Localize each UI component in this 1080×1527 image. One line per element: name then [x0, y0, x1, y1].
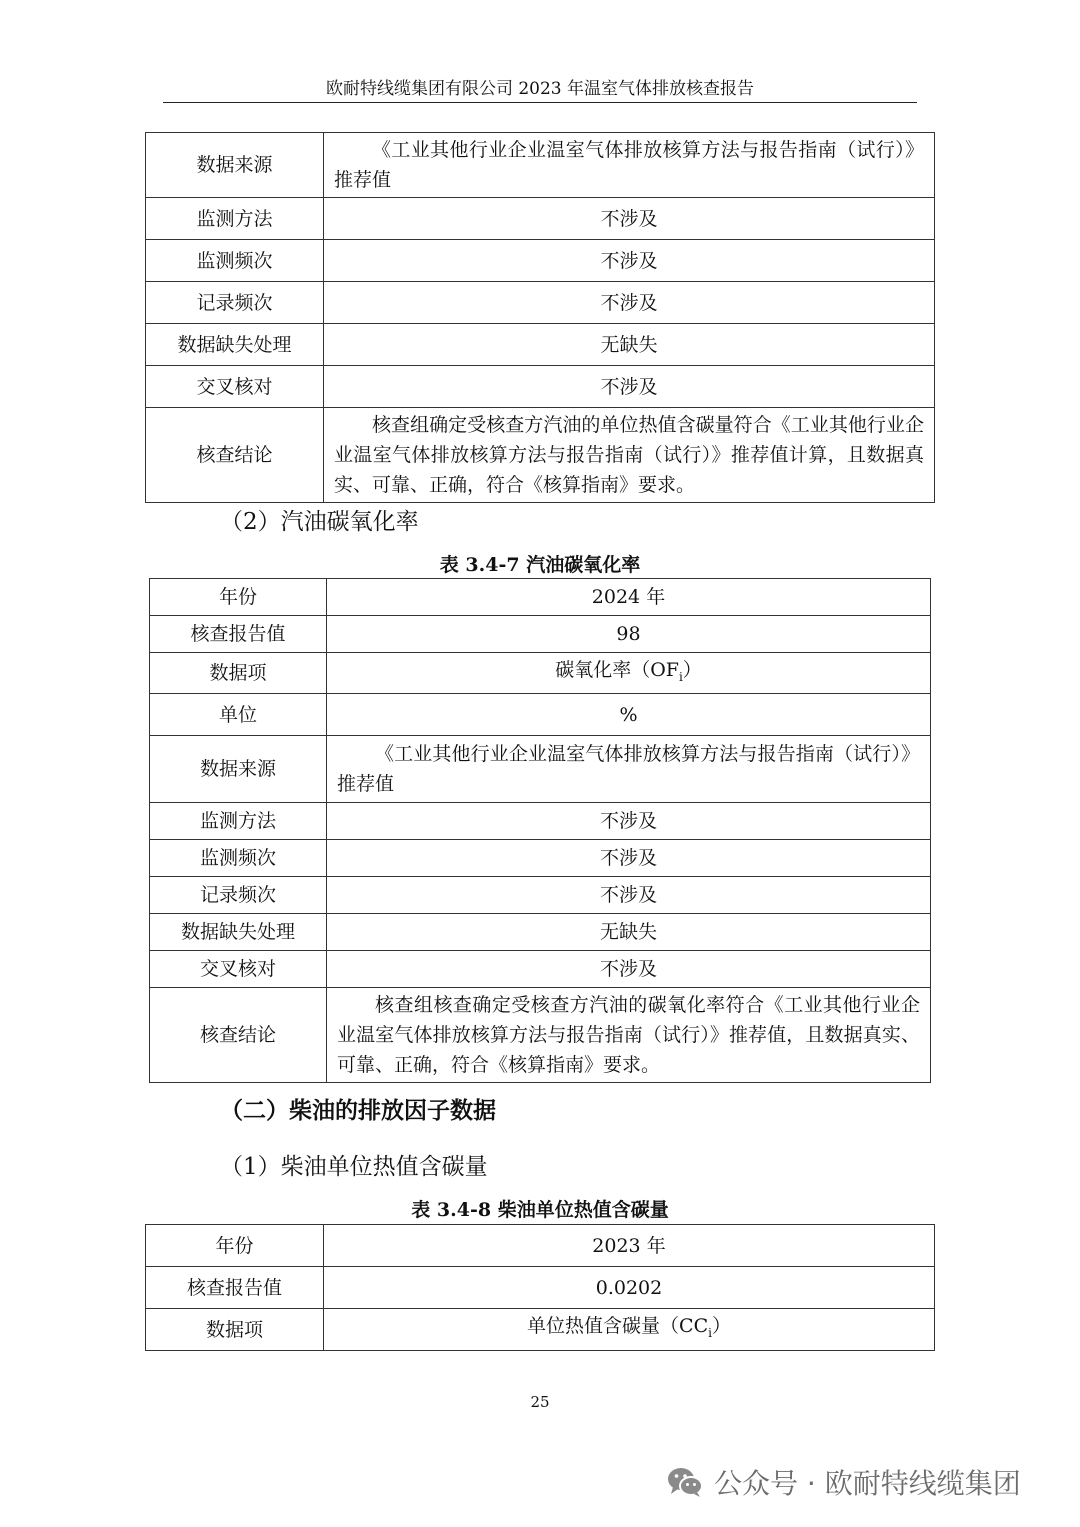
row-label: 监测频次 — [150, 840, 327, 877]
item-text: 单位热值含碳量（CC — [527, 1315, 709, 1338]
page-header-title: 欧耐特线缆集团有限公司 2023 年温室气体排放核查报告 — [325, 79, 755, 99]
row-label: 核查结论 — [146, 408, 324, 503]
row-value — [327, 653, 931, 694]
row-label: 记录频次 — [150, 877, 327, 914]
row-label: 监测方法 — [150, 803, 327, 840]
row-value: 不涉及 — [327, 840, 931, 877]
row-label: 交叉核对 — [146, 366, 324, 408]
item-close: ） — [711, 1315, 731, 1338]
item-close: ） — [682, 658, 702, 681]
row-value: 《工业其他行业企业温室气体排放核算方法与报告指南（试行）》推荐值 — [324, 133, 935, 198]
row-value: 不涉及 — [324, 366, 935, 408]
table-row — [146, 240, 935, 282]
item-subscript: i — [708, 1325, 712, 1340]
row-value: 核查组确定受核查方汽油的单位热值含碳量符合《工业其他行业企业温室气体排放核算方法与报告指南（试行）》推荐值计算，且数据真实、可靠、正确，符合《核算指南》要求。 — [324, 408, 935, 503]
row-value: 核查组核查确定受核查方汽油的碳氧化率符合《工业其他行业企业温室气体排放核算方法与报告指南（试行）》推荐值，且数据真实、可靠、正确，符合《核算指南》要求。 — [327, 988, 931, 1083]
row-value: 不涉及 — [327, 803, 931, 840]
table-gasoline-carbon-content-continued — [145, 132, 935, 503]
row-value: 2024 年 — [327, 579, 931, 616]
table-row — [150, 877, 931, 914]
row-value: 不涉及 — [327, 951, 931, 988]
wechat-watermark — [666, 1462, 1021, 1502]
row-value: 0.0202 — [324, 1267, 935, 1309]
table-row — [146, 408, 935, 503]
table-row — [150, 616, 931, 653]
table-row — [150, 579, 931, 616]
row-value: 不涉及 — [324, 198, 935, 240]
row-value: 不涉及 — [327, 877, 931, 914]
table-row — [146, 1309, 935, 1351]
row-label: 核查结论 — [150, 988, 327, 1083]
section-heading: （2）汽油碳氧化率 — [220, 509, 419, 535]
row-label: 单位 — [150, 694, 327, 736]
row-value: 不涉及 — [324, 282, 935, 324]
header-rule — [163, 102, 917, 103]
row-value: 《工业其他行业企业温室气体排放核算方法与报告指南（试行）》推荐值 — [327, 736, 931, 803]
row-label: 核查报告值 — [150, 616, 327, 653]
row-value: % — [327, 694, 931, 736]
table-row — [150, 653, 931, 694]
row-label: 数据来源 — [150, 736, 327, 803]
row-label: 交叉核对 — [150, 951, 327, 988]
page-number: 25 — [530, 1393, 550, 1411]
row-label: 数据项 — [150, 653, 327, 694]
row-label: 数据缺失处理 — [150, 914, 327, 951]
table-row — [150, 694, 931, 736]
table-row — [150, 914, 931, 951]
table-row — [146, 1267, 935, 1309]
table-caption: 表 3.4-7 汽油碳氧化率 — [439, 554, 641, 576]
table-row — [150, 951, 931, 988]
section-heading: （二）柴油的排放因子数据 — [220, 1097, 496, 1124]
row-label: 记录频次 — [146, 282, 324, 324]
table-row — [150, 840, 931, 877]
table-diesel-carbon-content — [145, 1224, 935, 1351]
table-row — [146, 133, 935, 198]
item-subscript: i — [678, 669, 683, 684]
row-value: 无缺失 — [327, 914, 931, 951]
table-row — [150, 988, 931, 1083]
watermark-text: 公众号 · 欧耐特线缆集团 — [714, 1467, 1021, 1500]
table-row — [150, 803, 931, 840]
table-row — [146, 324, 935, 366]
row-label: 数据缺失处理 — [146, 324, 324, 366]
table-row — [146, 198, 935, 240]
item-text: 碳氧化率（OF — [555, 658, 679, 681]
row-label: 监测频次 — [146, 240, 324, 282]
row-label: 年份 — [150, 579, 327, 616]
section-subheading: （1）柴油单位热值含碳量 — [220, 1154, 488, 1180]
row-value: 无缺失 — [324, 324, 935, 366]
row-label: 数据来源 — [146, 133, 324, 198]
wechat-icon — [666, 1465, 704, 1499]
table-row — [146, 282, 935, 324]
row-value: 2023 年 — [324, 1225, 935, 1267]
table-row — [146, 366, 935, 408]
row-label: 监测方法 — [146, 198, 324, 240]
row-label: 数据项 — [146, 1309, 324, 1351]
table-row — [146, 1225, 935, 1267]
row-label: 年份 — [146, 1225, 324, 1267]
table-row — [150, 736, 931, 803]
table-gasoline-oxidation-rate — [149, 578, 931, 1083]
row-value — [324, 1309, 935, 1351]
row-label: 核查报告值 — [146, 1267, 324, 1309]
row-value: 98 — [327, 616, 931, 653]
row-value: 不涉及 — [324, 240, 935, 282]
table-caption: 表 3.4-8 柴油单位热值含碳量 — [411, 1199, 669, 1221]
